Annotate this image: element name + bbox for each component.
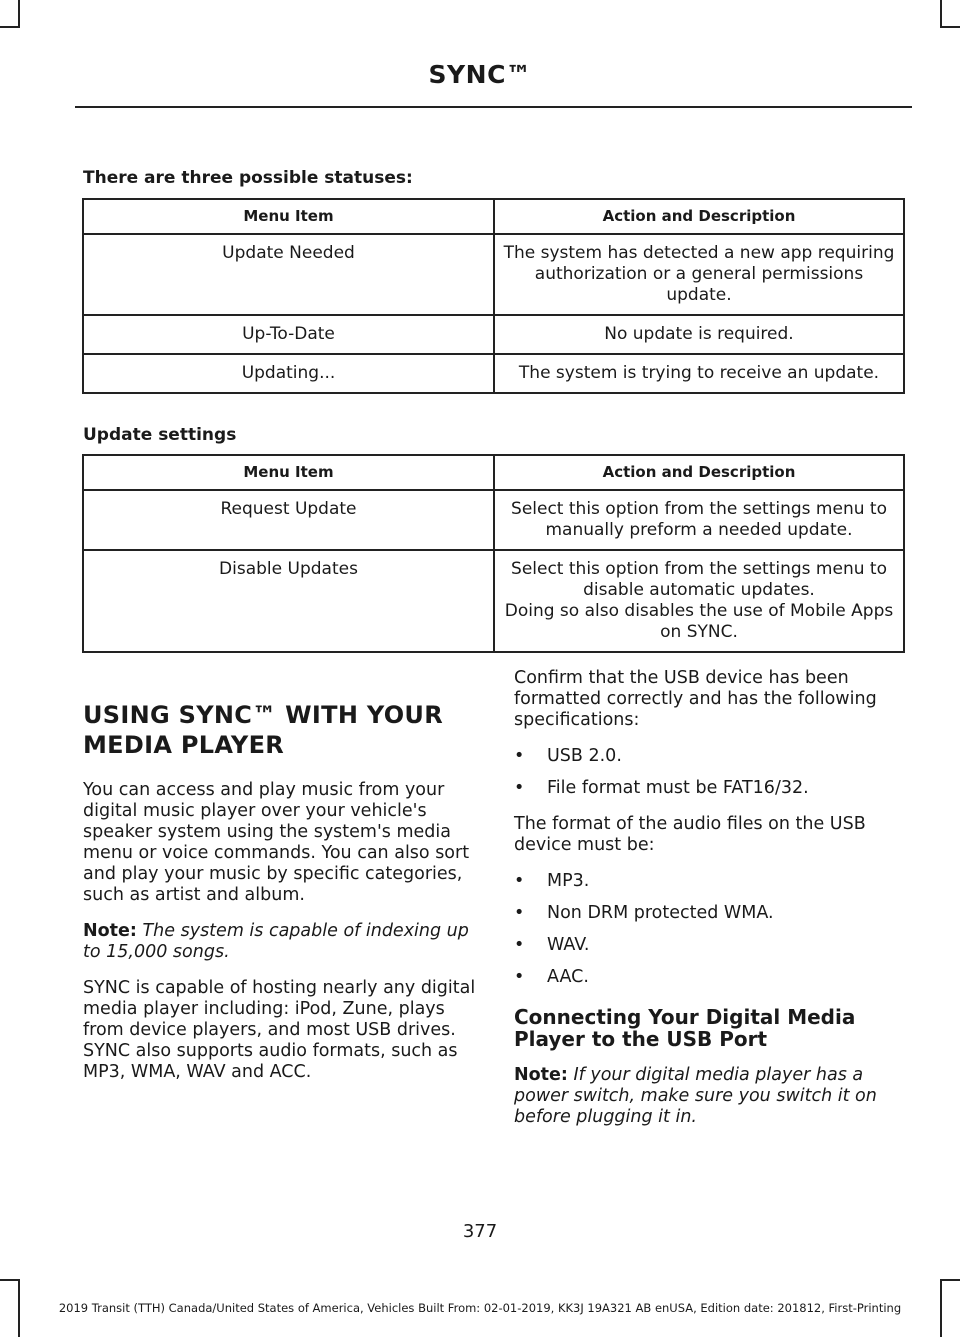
- menu-item-cell: Disable Updates: [83, 550, 494, 652]
- column-header-action: Action and Description: [494, 199, 904, 234]
- footer-text: 2019 Transit (TTH) Canada/United States of America, Vehicles Built From: 02-01-2019, KK3J 19A321 AB enUSA, Edition date: 201812, First-Printing: [58, 1301, 902, 1315]
- table-row: [83, 315, 904, 354]
- menu-item-cell: Up-To-Date: [83, 315, 494, 354]
- crop-mark-bottom-left: [0, 1279, 20, 1281]
- update-settings-table: [82, 454, 905, 653]
- body-paragraph: SYNC is capable of hosting nearly any digital media player including: iPod, Zune, plays from device players, and most USB drives. SYNC also supports audio formats, such as MP3, WMA, WAV and ACC.: [83, 978, 476, 1082]
- page-number: 377: [462, 1221, 498, 1242]
- list-item: [514, 935, 908, 956]
- list-item-text: AAC.: [547, 967, 589, 987]
- list-item-text: Non DRM protected WMA.: [547, 903, 774, 923]
- list-item-text: USB 2.0.: [547, 746, 622, 766]
- description-cell: The system is trying to receive an update.: [494, 354, 904, 393]
- description-cell: No update is required.: [494, 315, 904, 354]
- crop-mark-top-right: [940, 26, 960, 28]
- table-header-row: [83, 199, 904, 234]
- crop-mark-top-right: [940, 0, 942, 28]
- description-cell: The system has detected a new app requiring authorization or a general permissions update.: [494, 234, 904, 315]
- section-heading: USING SYNC™ WITH YOUR MEDIA PLAYER: [83, 701, 443, 759]
- column-header-menu-item: Menu Item: [83, 455, 494, 490]
- body-paragraph: Confirm that the USB device has been formatted correctly and has the following specifications:: [514, 668, 877, 730]
- description-text: Select this option from the settings menu to manually preform a needed update.: [511, 499, 887, 540]
- table-row: [83, 234, 904, 315]
- crop-mark-bottom-right: [940, 1279, 960, 1281]
- header-divider: [75, 106, 912, 108]
- description-text-secondary: Doing so also disables the use of Mobile Apps on SYNC.: [504, 601, 894, 642]
- update-settings-heading: Update settings: [83, 425, 237, 445]
- table-header-row: [83, 455, 904, 490]
- column-header-action: Action and Description: [494, 455, 904, 490]
- note-paragraph: [514, 1065, 908, 1128]
- bullet-icon: •: [514, 935, 525, 955]
- page-header-title: SYNC™: [428, 60, 532, 89]
- description-text: Select this option from the settings menu to disable automatic updates.: [511, 559, 887, 600]
- description-cell: [494, 490, 904, 550]
- list-item-text: MP3.: [547, 871, 590, 891]
- body-paragraph: The format of the audio files on the USB device must be:: [514, 814, 866, 855]
- table-row: [83, 550, 904, 652]
- table-row: [83, 490, 904, 550]
- column-header-menu-item: Menu Item: [83, 199, 494, 234]
- description-cell: [494, 550, 904, 652]
- list-item-text: File format must be FAT16/32.: [547, 778, 809, 798]
- crop-mark-top-left: [0, 26, 20, 28]
- list-item: [514, 967, 908, 988]
- menu-item-cell: Request Update: [83, 490, 494, 550]
- bullet-icon: •: [514, 778, 525, 798]
- list-item-text: WAV.: [547, 935, 590, 955]
- statuses-table: [82, 198, 905, 394]
- note-text: If your digital media player has a power switch, make sure you switch it on before plugging it in.: [514, 1065, 877, 1127]
- bullet-icon: •: [514, 746, 525, 766]
- menu-item-cell: Updating...: [83, 354, 494, 393]
- list-item: [514, 778, 908, 799]
- note-text: The system is capable of indexing up to 15,000 songs.: [83, 921, 469, 962]
- right-column: [514, 668, 908, 1143]
- statuses-heading: There are three possible statuses:: [83, 168, 413, 188]
- note-paragraph: [83, 921, 477, 963]
- body-paragraph: You can access and play music from your digital music player over your vehicle's speaker system using the system's media menu or voice commands. You can also sort and play your music by specific categories, such as artist and album.: [83, 780, 470, 905]
- crop-mark-top-left: [18, 0, 20, 28]
- subsection-heading: Connecting Your Digital Media Player to the USB Port: [514, 1005, 856, 1051]
- note-label: Note:: [83, 921, 137, 941]
- left-column: [83, 700, 477, 1098]
- list-item: [514, 746, 908, 767]
- table-row: [83, 354, 904, 393]
- list-item: [514, 903, 908, 924]
- menu-item-cell: Update Needed: [83, 234, 494, 315]
- bullet-icon: •: [514, 871, 525, 891]
- bullet-icon: •: [514, 967, 525, 987]
- list-item: [514, 871, 908, 892]
- note-label: Note:: [514, 1065, 568, 1085]
- bullet-icon: •: [514, 903, 525, 923]
